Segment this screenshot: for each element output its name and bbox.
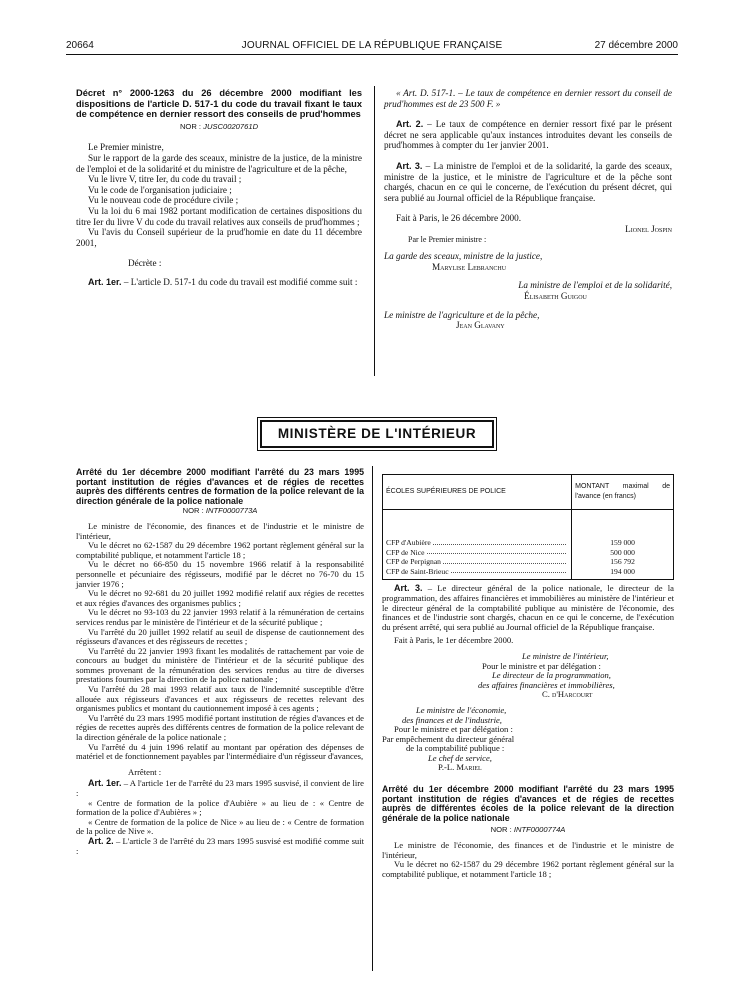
arrete2-p2: Vu le décret no 62-1587 du 29 décembre 1962 portant règlement général sur la comptabilité publique, et notamment l'article 18 ; bbox=[382, 859, 674, 879]
arrete1-s11: Le chef de service, bbox=[428, 752, 492, 763]
arrete1-p8: Vu l'arrêté du 28 mai 1993 relatif aux taux de l'indemnité susceptible d'être allouée aux régisseurs d'avances et aux régisseurs de recettes relevant des organismes publics et montant du cautionnement imposé à ces agents ; bbox=[76, 684, 364, 714]
arrete1-nor: NOR : INTF0000773A bbox=[182, 506, 258, 516]
arrete1-p6: Vu l'arrêté du 20 juillet 1992 relatif au seuil de dispense de cautionnement des régisseurs d'avances et des régisseurs de recettes ; bbox=[76, 626, 364, 647]
arrete1-s2: Pour le ministre et par délégation : bbox=[482, 660, 601, 671]
arrete1-p5: Vu le décret no 93-103 du 22 janvier 1993 relatif à la rémunération de certains services rendus par le ministère de l'intérieur et de la sécurité publique ; bbox=[76, 607, 364, 627]
sig3-name: Jean Glavany bbox=[456, 320, 505, 331]
decree-decrete: Décrète : bbox=[128, 258, 162, 269]
arrete1-left-column bbox=[76, 468, 364, 856]
sig2-name: Élisabeth Guigou bbox=[524, 290, 587, 301]
decree-p1: Le Premier ministre, bbox=[88, 142, 164, 153]
decree-art1: Art. 1er. – L'article D. 517-1 du code du travail est modifié comme suit : bbox=[88, 276, 358, 287]
decree-fait: Fait à Paris, le 26 décembre 2000. bbox=[396, 213, 522, 224]
sig1-name: Marylise Lebranchu bbox=[432, 261, 507, 272]
arrete1-art3: Art. 3. – Le directeur général de la police nationale, le directeur de la programmation, des affaires financières et immobilières au ministère de l'intérieur et le directeur général de la comptabilité publique au ministère de l'économie, des finances et de l'industrie sont chargés, chacun en ce qui le concerne, de l'exécution du présent arrêté, qui sera publié au Journal officiel de la République française. bbox=[382, 583, 674, 632]
table-header-row bbox=[383, 475, 674, 510]
top-column-divider bbox=[374, 86, 375, 376]
table-value: 159 000 bbox=[610, 538, 635, 547]
page-number: 20664 bbox=[66, 40, 94, 51]
ministry-heading: MINISTÈRE DE L'INTÉRIEUR bbox=[260, 420, 494, 448]
table-names-cell bbox=[383, 510, 572, 580]
arrete1-s10: de la comptabilité publique : bbox=[406, 743, 505, 754]
decree-p2: Sur le rapport de la garde des sceaux, ministre de la justice, de la ministre de l'emploi et de la solidarité et du ministre de l'agriculture et de la pêche, bbox=[76, 152, 362, 174]
arrete1-s5: C. d'Harcourt bbox=[542, 689, 593, 700]
arrete1-s12: P.-L. Mariel bbox=[438, 762, 482, 773]
arrete1-s1: Le ministre de l'intérieur, bbox=[522, 650, 609, 661]
table-header-amount: MONTANT maximal de l'avance (en francs) bbox=[572, 475, 674, 510]
table-value: 194 000 bbox=[610, 566, 635, 576]
arrete1-s9: Par empêchement du directeur général bbox=[382, 733, 515, 744]
table-row: CFP de Saint-Brieuc bbox=[386, 567, 568, 577]
arrete1-art1: Art. 1er. – A l'article 1er de l'arrêté du 23 mars 1995 susvisé, il convient de lire : bbox=[76, 778, 364, 798]
sig1-role: La garde des sceaux, ministre de la justice, bbox=[384, 251, 543, 262]
arrete1-s8: Pour le ministre et par délégation : bbox=[394, 724, 513, 735]
decree-left-column bbox=[76, 88, 362, 288]
arrete1-fait: Fait à Paris, le 1er décembre 2000. bbox=[394, 635, 514, 646]
decree-par-pm: Par le Premier ministre : bbox=[408, 234, 487, 244]
decree-right-column bbox=[384, 88, 672, 331]
arrete2-p1: Le ministre de l'économie, des finances et de l'industrie et le ministre de l'intérieur, bbox=[382, 840, 674, 860]
table-values-cell bbox=[572, 510, 674, 580]
arrete1-art2: Art. 2. – L'article 3 de l'arrêté du 23 mars 1995 susvisé est modifié comme suit : bbox=[76, 835, 365, 856]
arrete1-p10: Vu l'arrêté du 4 juin 1996 relatif au montant par opération des dépenses de matériel et de fonctionnement payables par l'intermédiaire d'un régisseur d'avances, bbox=[76, 741, 364, 762]
table-row: CFP de Perpignan bbox=[386, 557, 568, 567]
sig2-role: La ministre de l'emploi et de la solidarité, bbox=[518, 280, 672, 291]
decree-title: Décret n° 2000-1263 du 26 décembre 2000 modifiant les dispositions de l'article D. 517-1 du code du travail fixant le taux de compétence en dernier ressort des conseils de prud'hommes bbox=[76, 88, 362, 120]
arrete1-p1: Le ministre de l'économie, des finances et de l'industrie et le ministre de l'intérieur, bbox=[76, 520, 364, 541]
decree-p3: Vu le livre V, titre Ier, du code du travail ; bbox=[88, 174, 242, 185]
police-schools-table bbox=[382, 474, 674, 580]
arrete1-title: Arrêté du 1er décembre 2000 modifiant l'arrêté du 23 mars 1995 portant institution de régies d'avances et de régies de recettes auprès des différents centres de formation de la police relevant de la direction générale de la police nationale bbox=[76, 467, 364, 506]
arrete1-p4: Vu le décret no 92-681 du 20 juillet 1992 modifié relatif aux régies de recettes et aux régies d'avances des organismes publics ; bbox=[76, 588, 364, 608]
arrete1-s7: des finances et de l'industrie, bbox=[402, 714, 502, 725]
arrete1-arretent: Arrêtent : bbox=[128, 766, 162, 777]
table-body-row bbox=[383, 510, 674, 580]
decree-nor: NOR : JUSC0020761D bbox=[179, 121, 259, 131]
issue-date: 27 décembre 2000 bbox=[594, 40, 678, 51]
decree-art2: Art. 2. – Le taux de compétence en dernier ressort fixé par le présent décret ne sera applicable qu'aux instances introduites devant les conseils de prud'hommes à compter du 1er janvier 2001. bbox=[384, 119, 673, 151]
table-value: 500 000 bbox=[610, 547, 635, 557]
arrete1-s3: Le directeur de la programmation, bbox=[492, 670, 611, 681]
table-value: 156 792 bbox=[610, 557, 635, 567]
arrete2-title: Arrêté du 1er décembre 2000 modifiant l'arrêté du 23 mars 1995 portant institution de régies d'avances et de régies de recettes auprès de différentes écoles de la police relevant de la direction générale de la police nationale bbox=[382, 784, 674, 823]
table-row: CFP de Nice bbox=[386, 548, 568, 558]
table-header-schools: ÉCOLES SUPÉRIEURES DE POLICE bbox=[383, 475, 572, 510]
arrete2-nor: NOR : INTF0000774A bbox=[490, 825, 566, 835]
arrete1-s4: des affaires financières et immobilières, bbox=[478, 679, 615, 690]
decree-art3: Art. 3. – La ministre de l'emploi et de la solidarité, la garde des sceaux, ministre de la justice, et le ministre de l'agriculture et de la pêche sont chargés, chacun en ce qui le concerne, de l'exécution du présent décret, qui sera publié au Journal officiel de la République française. bbox=[384, 160, 672, 203]
arrete1-p2: Vu le décret no 62-1587 du 29 décembre 1962 portant règlement général sur la comptabilité publique, et notamment l'article 18 ; bbox=[76, 540, 364, 560]
sig3-role: Le ministre de l'agriculture et de la pêche, bbox=[384, 309, 540, 320]
arrete1-p9: Vu l'arrêté du 23 mars 1995 modifié portant institution de régies d'avances et de régies de recettes auprès des différents centres de formation de la police relevant de la direction générale de la police nationale ; bbox=[76, 712, 364, 743]
arrete1-right-column bbox=[382, 474, 674, 879]
arrete1-p7: Vu l'arrêté du 22 janvier 1993 fixant les modalités de rattachement par voie de concours au budget du ministère de l'intérieur et de la sécurité publique des sommes provenant de la rémunération des services rendus au titre de diverses prestations fournies par la direction de la police nationale ; bbox=[76, 645, 364, 685]
decree-quote: « Art. D. 517-1. – Le taux de compétence en dernier ressort du conseil de prud'hommes est de 23 500 F. » bbox=[384, 88, 672, 109]
decree-p5: Vu le nouveau code de procédure civile ; bbox=[88, 195, 239, 206]
arrete1-p3: Vu le décret no 66-850 du 15 novembre 1966 relatif à la responsabilité personnelle et pécuniaire des régisseurs, modifié par le décret no 76-70 du 15 janvier 1976 ; bbox=[76, 559, 364, 589]
bottom-column-divider bbox=[372, 466, 373, 971]
decree-p4: Vu le code de l'organisation judiciaire ; bbox=[88, 184, 232, 195]
decree-signatory: Lionel Jospin bbox=[625, 223, 672, 234]
header-rule bbox=[66, 54, 678, 55]
decree-p7: Vu l'avis du Conseil supérieur de la prud'homie en date du 11 décembre 2001, bbox=[76, 227, 362, 248]
table-row: CFP d'Aubière bbox=[386, 538, 568, 548]
running-header bbox=[66, 40, 678, 54]
arrete1-s6: Le ministre de l'économie, bbox=[416, 704, 507, 715]
arrete1-q1: « Centre de formation de la police d'Aubière » au lieu de : « Centre de formation de la police d'Aubières » ; bbox=[76, 797, 364, 818]
journal-title: JOURNAL OFFICIEL DE LA RÉPUBLIQUE FRANÇAISE bbox=[241, 40, 503, 51]
arrete1-q2: « Centre de formation de la police de Nice » au lieu de : « Centre de formation de la police de Nive ». bbox=[76, 816, 364, 837]
decree-p6: Vu la loi du 6 mai 1982 portant modification de certaines dispositions du titre Ier du livre V du code du travail relatives aux conseils de prud'hommes ; bbox=[76, 205, 362, 227]
